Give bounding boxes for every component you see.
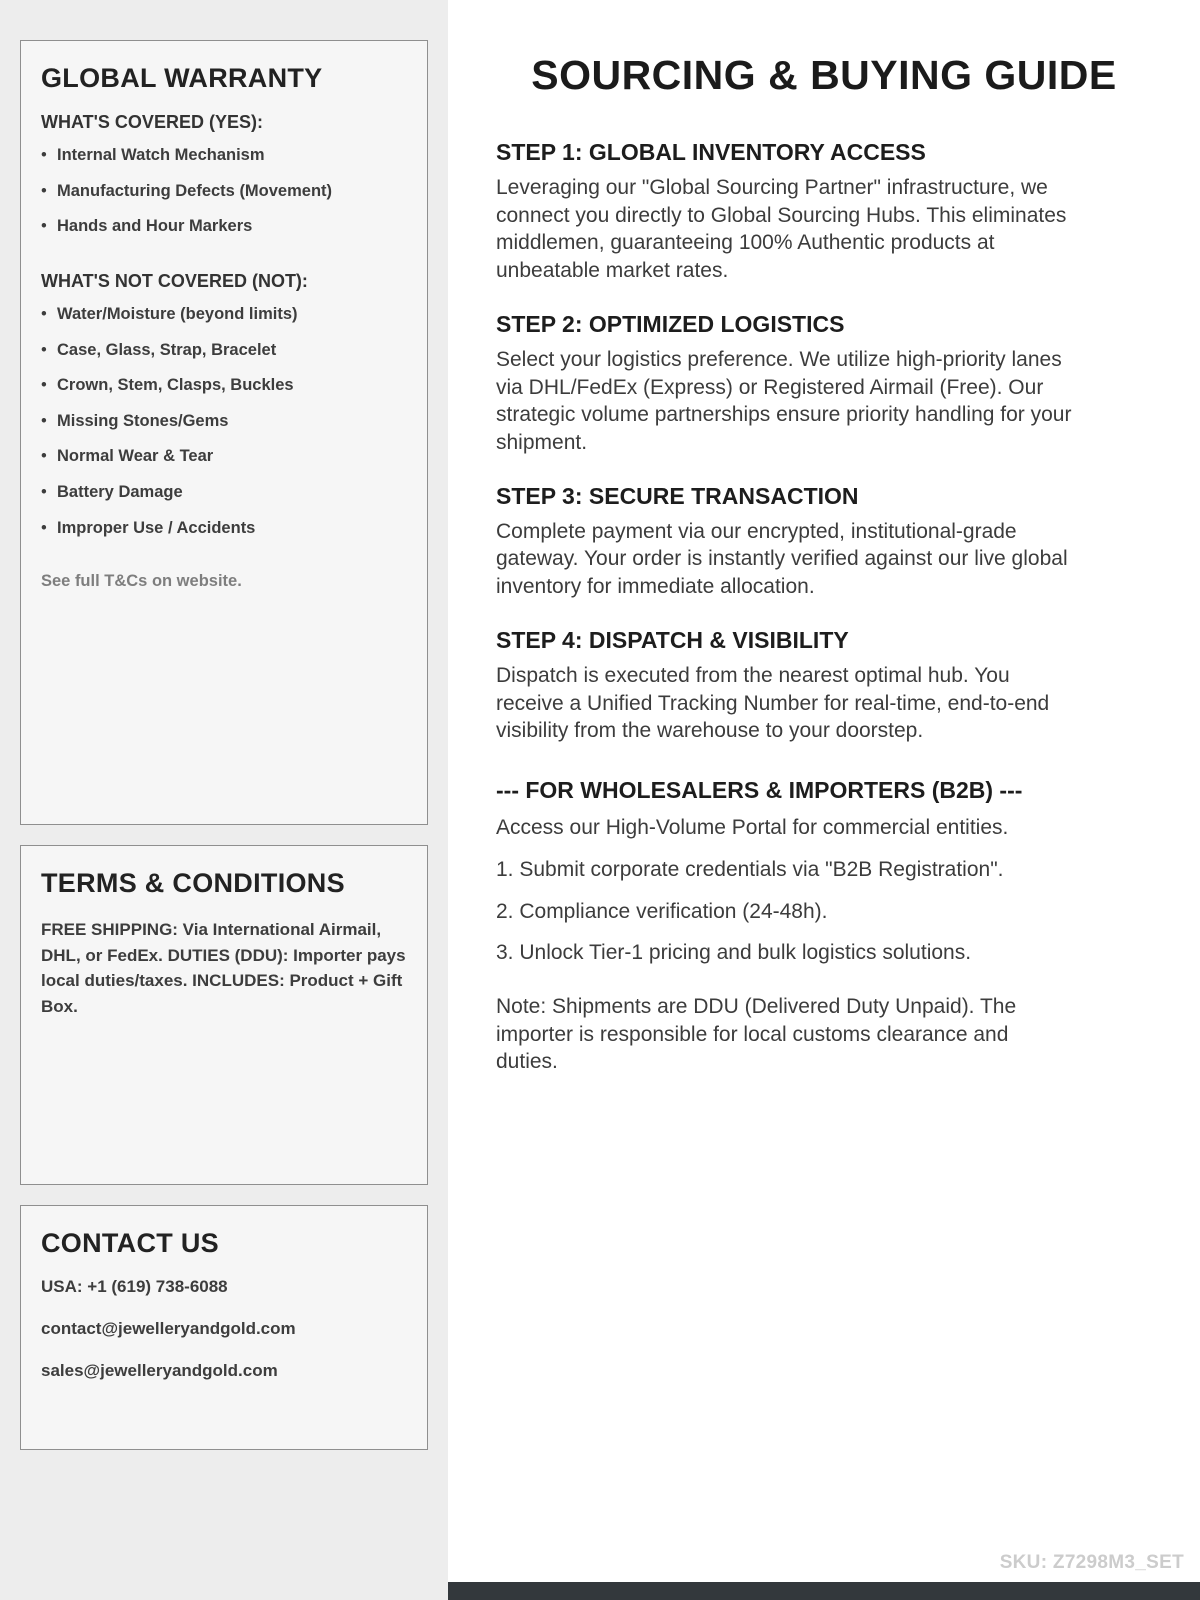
b2b-note: Note: Shipments are DDU (Delivered Duty Unpaid). The importer is responsible for local customs clearance and duties. <box>496 994 1017 1074</box>
contact-email: contact@jewelleryandgold.com <box>41 1319 296 1338</box>
step-1-heading: STEP 1: GLOBAL INVENTORY ACCESS <box>496 139 926 165</box>
list-item: • Missing Stones/Gems <box>41 411 407 432</box>
sidebar <box>0 0 448 1600</box>
list-item: • Manufacturing Defects (Movement) <box>41 181 407 202</box>
contact-phone: USA: +1 (619) 738-6088 <box>41 1277 228 1296</box>
list-item: • Internal Watch Mechanism <box>41 145 407 166</box>
step-1-body: Leveraging our "Global Sourcing Partner" infrastructure, we connect you directly to Global Sourcing Hubs. This eliminates middlemen, guaranteeing 100% Authentic products at unbeatable market rates. <box>496 176 1067 283</box>
step-3-body: Complete payment via our encrypted, institutional-grade gateway. Your order is instantly verified against our live global inventory for immediate allocation. <box>496 519 1068 599</box>
step-3-heading: STEP 3: SECURE TRANSACTION <box>496 482 859 509</box>
page-title: SOURCING & BUYING GUIDE <box>531 52 1117 98</box>
step-2 <box>496 311 1152 457</box>
warranty-covered-heading: WHAT'S COVERED (YES): <box>41 112 263 132</box>
step-3 <box>496 483 1152 601</box>
list-item: • Normal Wear & Tear <box>41 446 407 467</box>
b2b-heading: --- FOR WHOLESALERS & IMPORTERS (B2B) --- <box>496 777 1023 804</box>
terms-box <box>20 845 428 1185</box>
warranty-footnote: See full T&Cs on website. <box>41 572 242 591</box>
list-item: • Improper Use / Accidents <box>41 518 407 539</box>
warranty-covered-list <box>41 145 407 237</box>
list-item: • Hands and Hour Markers <box>41 216 407 237</box>
list-item: • Water/Moisture (beyond limits) <box>41 304 407 325</box>
step-4-heading: STEP 4: DISPATCH & VISIBILITY <box>496 626 849 653</box>
main-content <box>448 0 1200 1600</box>
b2b-item-1: 1. Submit corporate credentials via "B2B Registration". <box>496 857 1004 881</box>
b2b-intro: Access our High-Volume Portal for commercial entities. <box>496 816 1009 840</box>
warranty-box <box>20 40 428 825</box>
step-2-body: Select your logistics preference. We utilize high-priority lanes via DHL/FedEx (Express) or Registered Airmail (Free). Our strategic volume partnerships ensure priority handling for your shipment. <box>496 347 1072 455</box>
warranty-not-covered-list <box>41 304 407 538</box>
step-2-heading: STEP 2: OPTIMIZED LOGISTICS <box>496 310 845 337</box>
warranty-not-covered-heading: WHAT'S NOT COVERED (NOT): <box>41 270 308 291</box>
sales-email: sales@jewelleryandgold.com <box>41 1361 278 1380</box>
step-4 <box>496 627 1152 745</box>
contact-title: CONTACT US <box>41 1228 219 1258</box>
contact-box <box>20 1205 428 1450</box>
step-1 <box>496 139 1152 285</box>
list-item: • Battery Damage <box>41 482 407 503</box>
bottom-bar <box>448 1582 1200 1600</box>
b2b-item-2: 2. Compliance verification (24-48h). <box>496 899 828 923</box>
list-item: • Crown, Stem, Clasps, Buckles <box>41 375 407 396</box>
terms-title: TERMS & CONDITIONS <box>41 868 345 898</box>
b2b-item-3: 3. Unlock Tier-1 pricing and bulk logistics solutions. <box>496 941 972 965</box>
warranty-title: GLOBAL WARRANTY <box>41 63 323 93</box>
sku-label: SKU: Z7298M3_SET <box>999 1552 1184 1573</box>
list-item: • Case, Glass, Strap, Bracelet <box>41 340 407 361</box>
step-4-body: Dispatch is executed from the nearest optimal hub. You receive a Unified Tracking Number for real-time, end-to-end visibility from the warehouse to your doorstep. <box>496 663 1050 743</box>
terms-body: FREE SHIPPING: Via International Airmail, DHL, or FedEx. DUTIES (DDU): Importer pays local duties/taxes. INCLUDES: Product + Gift Box. <box>41 920 406 1016</box>
